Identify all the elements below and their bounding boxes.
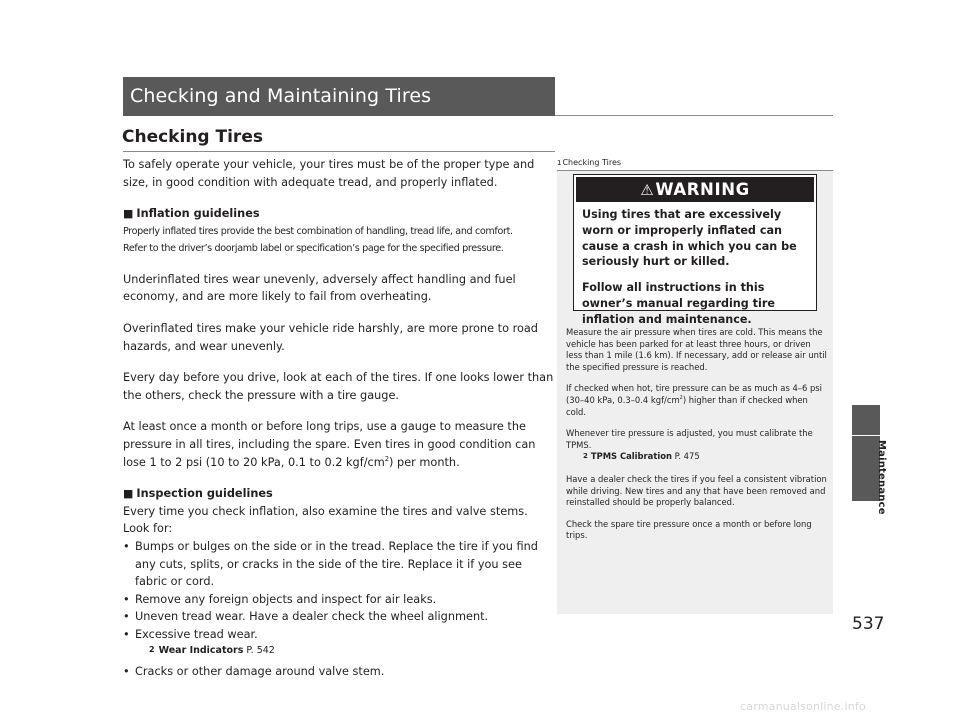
warning-text-1: Using tires that are excessively worn or improperly inflated can cause a crash in which you can be seriously hurt or killed. bbox=[582, 208, 797, 269]
page-number: 537 bbox=[852, 614, 885, 634]
warning-text-2: Follow all instructions in this owner’s manual regarding tire inflation and maintenance. bbox=[582, 281, 775, 326]
everyday-paragraph: Every day before you drive, look at each of the tires. If one looks lower than the others, check the pressure with a tire gauge. bbox=[123, 371, 554, 402]
list-item: • Remove any foreign objects and inspect for air leaks. bbox=[123, 591, 555, 609]
reference-arrow-icon: 2 bbox=[149, 645, 155, 655]
inflation-note-2: Refer to the driver’s doorjamb label or specification’s page for the specified pressure. bbox=[123, 242, 504, 254]
chapter-label bbox=[845, 440, 901, 580]
intro-paragraph: To safely operate your vehicle, your tires must be of the proper type and size, in good condition with adequate tread, and properly inflated. bbox=[123, 158, 535, 189]
section-rule bbox=[555, 115, 833, 116]
title-rule bbox=[123, 151, 555, 152]
note-paragraph bbox=[566, 383, 828, 418]
sidebar-header-text: Checking Tires bbox=[562, 158, 622, 167]
list-item: • Excessive tread wear. bbox=[123, 626, 555, 644]
section-header: Checking and Maintaining Tires bbox=[123, 77, 555, 116]
note-paragraph: Measure the air pressure when tires are cold. This means the vehicle has been parked for at least three hours, or driven less than 1 mile (1.6 km). If necessary, add or release air until the specified pressure is reached. bbox=[566, 327, 827, 372]
sidebar-notes bbox=[557, 156, 833, 614]
wear-indicators-reference[interactable] bbox=[123, 643, 555, 659]
reference-page: P. 542 bbox=[246, 645, 275, 657]
watermark: carmanualsonline.info bbox=[740, 700, 866, 713]
note-text-end: ) higher than if checked when cold. bbox=[566, 394, 808, 417]
tpms-calibration-reference[interactable] bbox=[566, 451, 828, 464]
note-paragraph: Have a dealer check the tires if you feel a consistent vibration while driving. New tires and any that have been removed and reinstalled should be properly balanced. bbox=[566, 473, 827, 508]
note-text: If checked when hot, tire pressure can be as much as 4–6 psi (30–40 kPa, 0.3–0.4 kgf/cm bbox=[566, 383, 822, 405]
look-for-label: Look for: bbox=[123, 522, 173, 536]
monthly-text-end: ) per month. bbox=[389, 455, 460, 469]
sidebar-header bbox=[557, 156, 833, 171]
monthly-superscript: 2 bbox=[384, 454, 390, 463]
chapter-tab-block bbox=[852, 405, 880, 435]
note-marker-icon: 1 bbox=[557, 159, 562, 167]
warning-banner bbox=[576, 177, 814, 202]
inspection-heading: ■ Inspection guidelines bbox=[123, 485, 555, 503]
reference-page: P. 475 bbox=[674, 451, 700, 462]
warning-box bbox=[573, 174, 817, 326]
warning-triangle-icon: ⚠ bbox=[640, 181, 655, 199]
underinflated-paragraph: Underinflated tires wear unevenly, adversely affect handling and fuel economy, and are more likely to fail from overheating. bbox=[123, 272, 516, 304]
inspection-intro: Every time you check inflation, also examine the tires and valve stems. bbox=[123, 504, 528, 518]
list-item: • Cracks or other damage around valve stem. bbox=[123, 663, 555, 681]
reference-label: TPMS Calibration bbox=[590, 451, 672, 462]
inflation-note-1: Properly inflated tires provide the best combination of handling, tread life, and comfort. bbox=[123, 225, 513, 237]
note-paragraph: Whenever tire pressure is adjusted, you must calibrate the TPMS. bbox=[566, 428, 813, 450]
sidebar-body bbox=[566, 327, 828, 542]
inflation-heading: ■ Inflation guidelines bbox=[123, 205, 555, 223]
note-paragraph: Check the spare tire pressure once a month or before long trips. bbox=[566, 518, 812, 541]
monthly-paragraph bbox=[123, 418, 555, 471]
overinflated-paragraph: Overinflated tires make your vehicle ride harshly, are more prone to road hazards, and wear unevenly. bbox=[123, 321, 538, 353]
chapter-label-text: Maintenance bbox=[876, 440, 887, 515]
reference-label: Wear Indicators bbox=[158, 645, 244, 657]
list-item: • Bumps or bulges on the side or in the tread. Replace the tire if you find any cuts, splits, or cracks in the side of the tire. Replace it if you see fabric or cord. bbox=[123, 538, 555, 591]
note-superscript: 2 bbox=[679, 395, 683, 402]
list-item: • Uneven tread wear. Have a dealer check the wheel alignment. bbox=[123, 608, 555, 626]
reference-arrow-icon: 2 bbox=[583, 452, 588, 461]
page-title: Checking Tires bbox=[122, 127, 263, 147]
monthly-text: At least once a month or before long trips, use a gauge to measure the pressure in all tires, including the spare. Even tires in good condition can lose 1 to 2 psi (10 to 20 kPa, 0.1 to 0.2 kgf/cm bbox=[123, 420, 536, 469]
main-column bbox=[123, 156, 555, 681]
warning-label: WARNING bbox=[655, 180, 750, 199]
